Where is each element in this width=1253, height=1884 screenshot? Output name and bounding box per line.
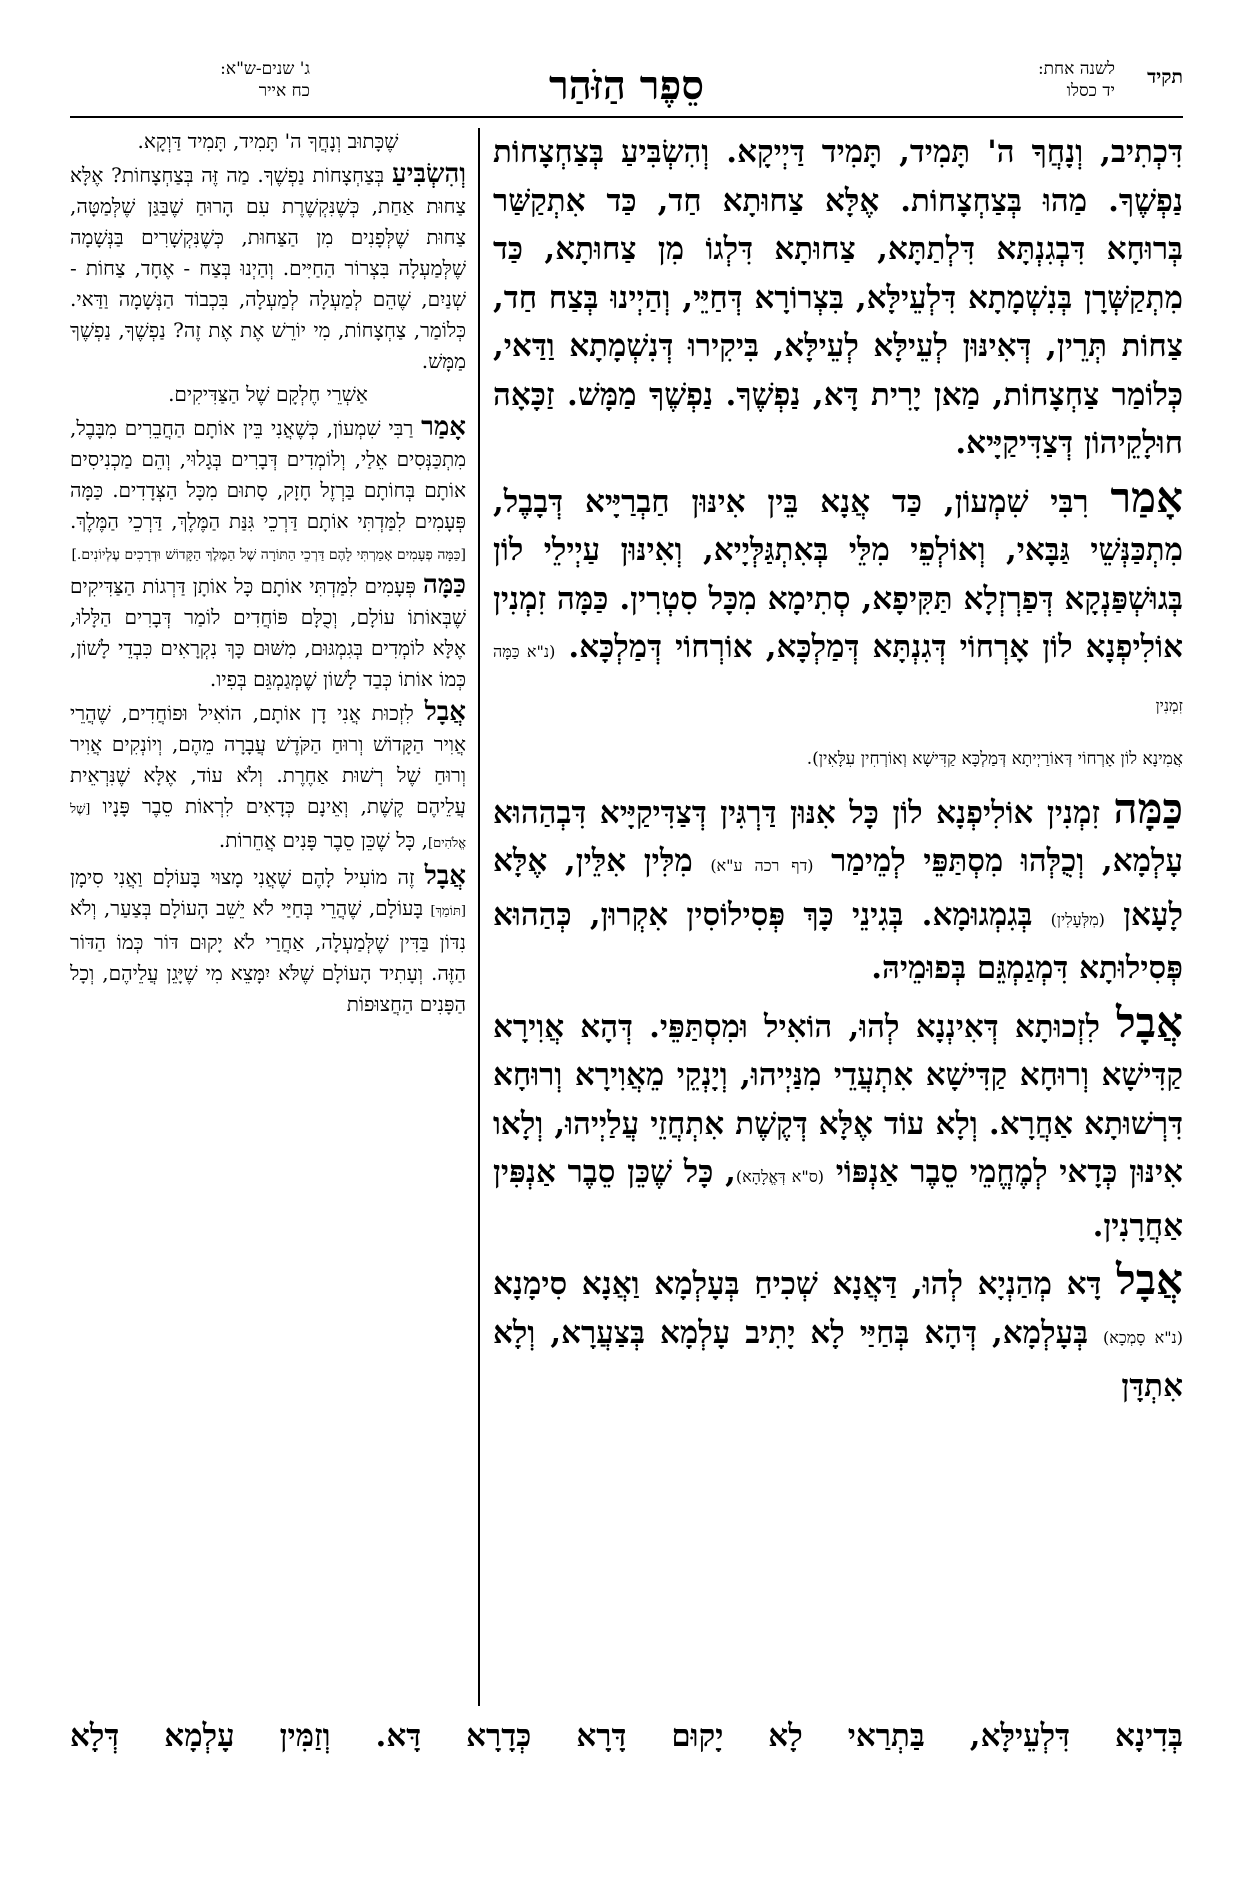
main-text-4b: , כָּל שֶׁכֵּן סֵבֶר אַנְפִּין אַחֲרָנִין. (493, 1154, 1183, 1244)
side-paragraph-7 (70, 861, 466, 1020)
page-header (70, 58, 1183, 118)
variant-note: (נ"א סָמְכָא) (1103, 1327, 1183, 1347)
main-text-5: דָּא מְהַנְיָא לְהוּ, דַּאֲנָא שְׁכִיחַ בְּעָלְמָא וַאֲנָא סִימָנָא (493, 1266, 1117, 1302)
daily-cycle-label: לשנה אחת: (1037, 59, 1115, 79)
side-text-5: פְּעָמִים לִמַּדְתִּי אוֹתָם כָּל אוֹתָן דַּרְגוֹת הַצַּדִּיקִים שֶׁבְּאוֹתוֹ עוֹלָם, וְכֻלָּם פּוֹחֲדִים לוֹמַר דְּבָרִים הַלָּלוּ, אֶלָּא לוֹמְדִים בְּגִמְגּוּם, מִשּׁוּם כָּךְ נִקְרָאִים כִּבְדֵי לָשׁוֹן, כְּמוֹ אוֹתוֹ כְּבַד לָשׁוֹן שֶׁמְּגַמְגֵּם בְּפִיו. (70, 574, 466, 691)
main-text-2: רִבִּי שִׁמְעוֹן, כַּד אֲנָא בֵּין אִינּוּן חַבְרַיָּיא דְּבָבֶל, מִתְכַּנְּשֵׁי גַּבָּאי, וְאוֹלְפֵי מִלֵּי בְּאִתְגַּלְּיָיא, וְאִינּוּן עַיְילֵי לוֹן בְּגוּשְׁפַּנְקָא דְּפַרְזְלָא תַּקִּיפָא, סְתִימָא מִכָּל סִטְרִין. כַּמָּה זִמְנִין אוֹלִיפְנָא לוֹן אָרְחוֹי דְּגִנְתָּא דְּמַלְכָּא, אוֹרְחוֹי דְּמַלְכָּא. (493, 483, 1183, 665)
bottom-full-width-line: בְּדִינָא דִּלְעֵילָּא, בַּתְרַאי לָא יָקוּם דָּרָא כְּדָרָא דָּא. וְזַמִּין עָלְמָא דְּלָא (70, 1718, 1183, 1754)
page-number: תקיד (1147, 66, 1183, 88)
three-year-cycle-label: ג' שנים-ש"א: (220, 59, 310, 79)
opening-word: אֲבָל (424, 861, 466, 891)
main-text-3c: בְּגִמְגוּמָא. בְּגִינֵי כָּךְ פְּסִילוֹסִין אִקְרוּן, כְּהַהוּא פְּסִילוּתָא דִּמְגַמְגֵּם בְּפוּמֵיהּ. (493, 896, 1183, 986)
side-paragraph-4 (70, 412, 466, 568)
three-year-cycle-info (70, 58, 310, 102)
main-paragraph-4 (493, 999, 1183, 1251)
variant-note: (ס"א דְּאֱלָהָא) (735, 1167, 825, 1186)
opening-word: אָמַר (421, 412, 466, 442)
opening-word: אָמַר (1110, 472, 1183, 522)
header-rule (70, 116, 1183, 118)
opening-word: אֲבָל (1116, 1255, 1183, 1304)
main-text-5b: בְּעָלְמָא, דְּהָא בְּחַיַּי לָא יָתִיב עָלְמָא בְּצַעֲרָא, וְלָא אִתְדָּן (493, 1314, 1183, 1404)
opening-word: כַּמָּה (1113, 783, 1183, 833)
main-paragraph-3 (493, 785, 1183, 993)
opening-word: וְהִשְׂבִּיעַ (391, 159, 466, 189)
side-text-2: בְּצַחְצָחוֹת נַפְשֶׁךָ. מַה זֶּה בְּצַחְצָחוֹת? אֶלָּא צַחוּת אַחַת, כְּשֶׁנִּקְשֶׁרֶת עִם הָרוּחַ שֶׁבַּגַּן שֶׁלְּמַטָּה, צַחוּת שֶׁלְּפָנִים מִן הַצַּחוּת, כְּשֶׁנִּקְשָׁרִים בַּנְּשָׁמָה שֶׁלְּמַעְלָה בִּצְרוֹר הַחַיִּים. וְהַיְנוּ בְּצַח - אֶחָד, צַחוֹת - שְׁנַיִם, שֶׁהֵם לְמַעְלָה לְמַעְלָה, בִּכְבוֹד הַנְּשָׁמָה וַדַּאי. כְּלוֹמַר, צַחְצָחוֹת, מִי יוֹרֵשׁ אֶת אֶת זֶה? נַפְשֶׁךָ, נַפְשֶׁךָ מַמָּשׁ. (70, 163, 466, 373)
bracket-note: [שֶׁל אֱלֹהִים] (70, 802, 466, 851)
daily-cycle-date: יד כסלו (1066, 81, 1115, 101)
opening-word: כַּמָּה (422, 570, 466, 600)
opening-word: אֲבָל (1116, 997, 1183, 1047)
main-paragraph-1 (493, 128, 1183, 468)
hebrew-translation-column (70, 126, 466, 1708)
bracket-note: [תּוֹמֵךְ] (430, 904, 466, 919)
variant-note-tag: (נ"א כַּמָּה זִמְנִין (493, 642, 1183, 715)
side-paragraph-6 (70, 697, 466, 859)
side-text-7b: בָּעוֹלָם, שֶׁהֲרֵי בְּחַיַּי לֹא יֵשֵׁב הָעוֹלָם בְּצַעַר, וְלֹא נִדּוֹן בַּדִּין שֶׁלְּמַעְלָה, אַחֲרַי לֹא יָקוּם דּוֹר כְּמוֹ הַדּוֹר הַזֶּה. וְעָתִיד הָעוֹלָם שֶׁלֹּא יִמָּצֵא מִי שֶׁיָּגֵן עֲלֵיהֶם, וְכָל הַפָּנִים הַחֲצוּפוֹת (70, 896, 466, 1016)
main-paragraph-5 (493, 1256, 1183, 1411)
side-text-4: רַבִּי שִׁמְעוֹן, כְּשֶׁאֲנִי בֵּין אוֹתָם הַחֲבֵרִים מִבָּבֶל, מִתְכַּנְּסִים אֵלַי, וְלוֹמְדִים דְּבָרִים בְּגָלוּי, וְהֵם מַכְנִיסִים אוֹתָם בְּחוֹתָם בַּרְזֶל חָזָק, סָתוּם מִכָּל הַצְּדָדִים. כַּמָּה פְּעָמִים לִמַּדְתִּי אוֹתָם דַּרְכֵי גִּנַּת הַמֶּלֶךְ, דַּרְכֵי הַמֶּלֶךְ. (70, 416, 466, 533)
column-divider (478, 128, 480, 1706)
main-text-3b: מִלִּין אִלֵּין, אֶלָּא לָעָאן (493, 843, 1183, 933)
book-title: סֵפֶר הַזֹּהַר (549, 62, 704, 109)
main-text-4: לִזְכוּתָא דְּאִינְנָא לְהוּ, הוֹאִיל וּמִסְתַּפֵּי. דְּהָא אֲוִירָא קַדִּישָׁא וְרוּחָא קַדִּישָׁא אִתְעֲדֵי מִנַּיְיהוּ, וְיָנְקֵי מֵאֲוִירָא וְרוּחָא דִּרְשׁוּתָא אַחֲרָא. וְלָא עוֹד אֶלָּא דְּקֶשֶׁת אִתְחֲזֵי עֲלַיְיהוּ, וְלָאו אִינּוּן כְּדָאי לְמֶחֱמֵי סֵבֶר אַנְפּוֹי (493, 1008, 1183, 1190)
bracket-note: [כַּמָּה פְעָמִים אָמַרְתִּי לָהֶם דַּרְכֵי הַתּוֹרָה שֶׁל הַמֶּלֶךְ הַקָּדוֹשׁ וּדְרָכִים עֶלְיוֹנִים.] (71, 547, 466, 563)
three-year-cycle-date: כח אייר (258, 81, 310, 101)
variant-note: (מִלְּעָלִין) (1050, 909, 1105, 929)
side-text-6b: , כָּל שֶׁכֵּן סֵבֶר פָּנִים אֲחֵרוֹת. (218, 828, 429, 852)
variant-note: אֲמִינָא לוֹן אָרְחוֹי דְּאוֹרַיְיתָא דְּמַלְכָּא קַדִּישָׁא וְאוֹרְחִין עִלָּאִין). (806, 749, 1183, 769)
main-paragraph-2 (493, 474, 1183, 779)
main-text-1: דִּכְתִיב, וְנָחֲךָ ה' תָּמִיד, תָּמִיד דַּיְיקָא. וְהִשְׂבִּיעַ בְּצַחְצָחוֹת נַפְשֶׁךָ. מַהוּ בְּצַחְצָחוֹת. אֶלָּא צַחוּתָא חַד, כַּד אִתְקַשַּׁר בְּרוּחָא דִּבְגִנְתָּא דִּלְתַתָּא, צַחוּתָא דִּלְגוֹ מִן צַחוּתָא, כַּד מִתְקַשְּׁרָן בְּנִשְׁמָתָא דִּלְעֵילָּא, בִּצְרוֹרָא דְּחַיֵּי, וְהַיְינוּ בְּצַח חַד, צַחוֹת תְּרֵין, דְּאִינּוּן לְעֵילָּא לְעֵילָּא, בִּיקִירוּ דְּנִשְׁמָתָא וַדַּאי, כְּלוֹמַר צַחְצָחוֹת, מַאן יָרִית דָּא, נַפְשֶׁךָ. נַפְשֶׁךָ מַמָּשׁ. זַכָּאָה חוּלָקֵיהוֹן דְּצַדִּיקַיָּיא. (493, 134, 1183, 461)
aramaic-column (493, 128, 1183, 1708)
opening-word: אֲבָל (424, 697, 466, 727)
side-paragraph-3: אַשְׁרֵי חֶלְקָם שֶׁל הַצַּדִּיקִים. (168, 382, 368, 406)
side-paragraph-1: שֶׁכָּתוּב וְנָחֲךָ ה' תָּמִיד, תָּמִיד דַּוְקָא. (137, 129, 399, 153)
side-paragraph-2 (70, 159, 466, 377)
main-text-3: זִמְנִין אוֹלִיפְנָא לוֹן כָּל אִנּוּן דַּרְגִּין דְּצַדִּיקַיָּיא דִּבְהַהוּא עָלְמָא, וְכֻלְּהוּ מִסְתַּפֵּי לְמֵימַר (493, 794, 1183, 879)
side-text-7: זֶה מוֹעִיל לָהֶם שֶׁאֲנִי מָצוּי בָּעוֹלָם וַאֲנִי סִימָן (70, 865, 425, 889)
page-reference: (דף רכה ע"א) (710, 856, 814, 875)
side-text-6: לִזְכוּת אֲנִי דָן אוֹתָם, הוֹאִיל וּפוֹחֲדִים, שֶׁהֲרֵי אֲוִיר הַקָּדוֹשׁ וְרוּחַ הַקֹּדֶשׁ עֲבָרָה מֵהֶם, וְיוֹנְקִים אֲוִיר וְרוּחַ שֶׁל רְשׁוּת אַחֶרֶת. וְלֹא עוֹד, אֶלָּא שֶׁנִּרְאֵית עֲלֵיהֶם קֶשֶׁת, וְאֵינָם כְּדָאִים לִרְאוֹת סֵבֶר פָּנָיו (70, 701, 466, 818)
side-paragraph-5 (70, 570, 466, 695)
